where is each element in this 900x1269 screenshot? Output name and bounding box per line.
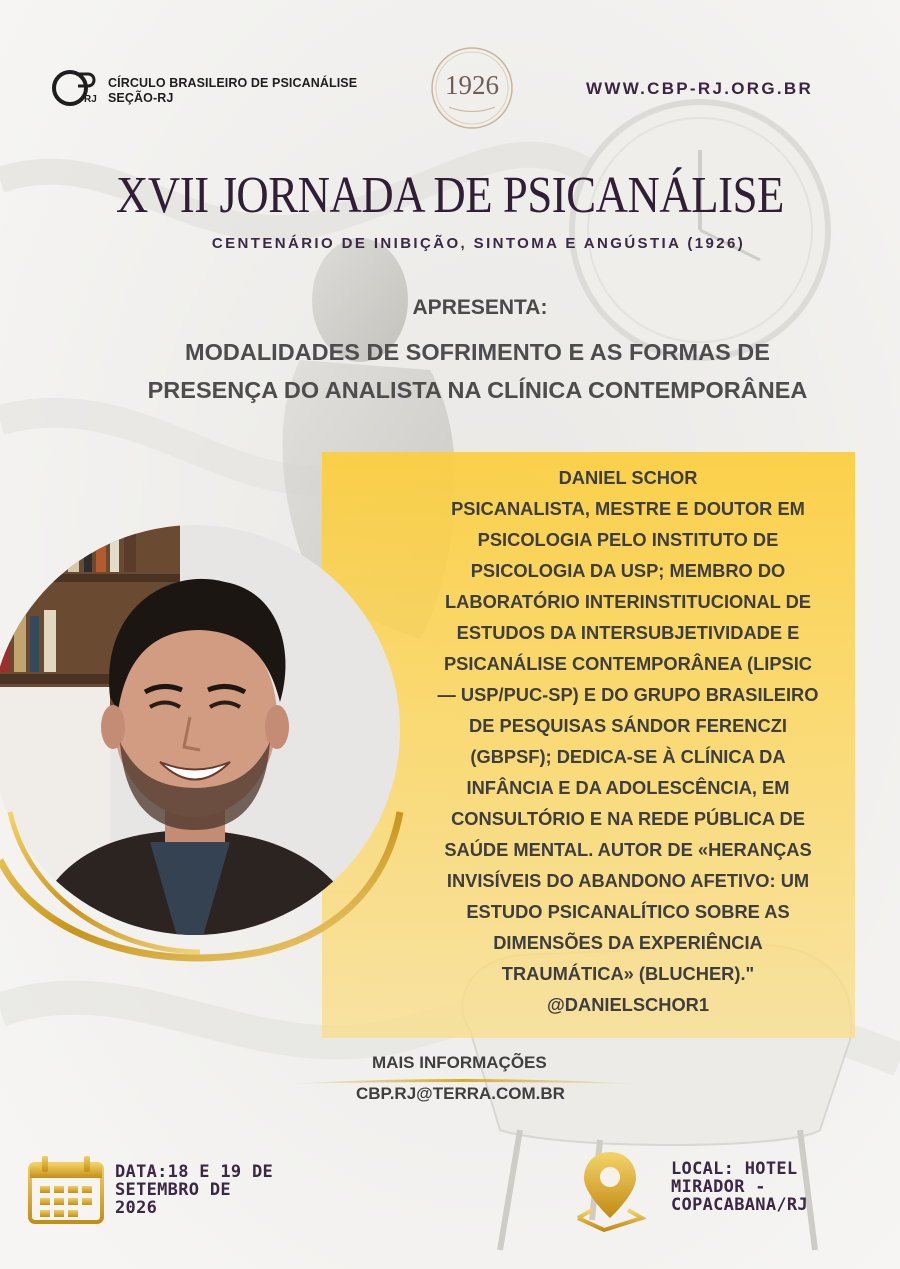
organization-name [108,76,357,106]
speaker-photo [0,512,410,972]
talk-title-line1: MODALIDADES DE SOFRIMENTO E AS FORMAS DE [185,339,770,365]
website-link[interactable]: WWW.CBP-RJ.ORG.BR [586,79,814,98]
date-line: DATA:18 E 19 DE [115,1162,274,1182]
bio-line: — USP/PUC-SP) E DO GRUPO BRASILEIRO [437,684,819,705]
bio-line: INVISÍVEIS DO ABANDONO AFETIVO: UM [446,870,810,891]
logo-letters: RJ [84,94,97,105]
bio-line: INFÂNCIA E DA ADOLESCÊNCIA, EM [466,777,790,798]
bio-line: (GBPSF); DEDICA-SE À CLÍNICA DA [470,746,786,767]
calendar-icon [28,1156,104,1224]
seal-year: 1926 [445,70,499,100]
bio-line: SAÚDE MENTAL. AUTOR DE «HERANÇAS [444,839,812,860]
event-title: XVII JORNADA DE PSICANÁLISE [116,167,784,224]
talk-title-line2: PRESENÇA DO ANALISTA NA CLÍNICA CONTEMPORÂNEA [147,377,808,403]
bio-line: DIMENSÕES DA EXPERIÊNCIA [493,932,763,953]
bio-line: PSICOLOGIA DA USP; MEMBRO DO [470,560,786,581]
location-line: LOCAL: HOTEL [671,1159,798,1179]
organization-name-line2: SEÇÃO-RJ [108,91,174,105]
event-subtitle: CENTENÁRIO DE INIBIÇÃO, SINTOMA E ANGÚSTIA (1926) [211,235,746,252]
bio-line: DE PESQUISAS SÁNDOR FERENCZI [469,715,787,736]
bio-line: PSICOLOGIA PELO INSTITUTO DE [477,529,779,550]
bio-line: PSICANÁLISE CONTEMPORÂNEA (LIPSIC [443,653,813,674]
bio-line: PSICANALISTA, MESTRE E DOUTOR EM [451,498,805,519]
date-line: SETEMBRO DE [115,1180,231,1200]
presents-label: APRESENTA: [412,296,548,319]
bio-line: ESTUDOS DA INTERSUBJETIVIDADE E [456,622,800,643]
speaker-name: DANIEL SCHOR [558,467,698,488]
speaker-handle[interactable]: @DANIELSCHOR1 [546,994,710,1015]
event-location [671,1160,876,1214]
bio-line: ESTUDO PSICANALÍTICO SOBRE AS [466,901,790,922]
date-line: 2026 [115,1198,158,1218]
location-line: COPACABANA/RJ [671,1195,808,1215]
organization-name-line1: CÍRCULO BRASILEIRO DE PSICANÁLISE [108,76,358,90]
bio-line: CONSULTÓRIO E NA REDE PÚBLICA DE [451,808,805,829]
bio-line: TRAUMÁTICA» (BLUCHER)." [501,963,755,984]
more-info-label: MAIS INFORMAÇÕES [372,1053,547,1072]
cbp-logo [48,68,102,108]
map-pin-icon [574,1148,646,1234]
speaker-bio [398,462,858,1020]
event-date [115,1163,273,1217]
contact-email[interactable]: CBP.RJ@TERRA.COM.BR [356,1084,565,1103]
location-line: MIRADOR - [671,1177,766,1197]
bio-line: LABORATÓRIO INTERINSTITUCIONAL DE [445,591,811,612]
talk-title [60,333,895,409]
